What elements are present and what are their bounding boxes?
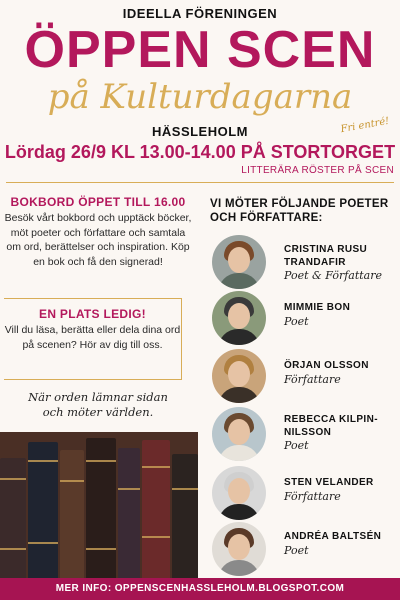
free-entry-note: Fri entré! (339, 115, 391, 136)
lineup-person (212, 235, 400, 291)
avatar (212, 522, 266, 576)
book-spine (28, 442, 58, 578)
lineup-heading: VI MÖTER FÖLJANDE POETER OCH FÖRFATTARE: (210, 198, 389, 224)
quote-line-1: När orden lämnar sidan (28, 390, 168, 404)
person-name: MIMMIE BON (284, 302, 351, 313)
person-name: CRISTINA RUSU TRANDAFIR (284, 244, 368, 268)
event-subtitle-script: på Kulturdagarna (47, 77, 353, 117)
lineup-person (212, 466, 400, 522)
book-spine (60, 450, 84, 578)
quote (0, 390, 196, 420)
quote-line-2: och möter världen. (42, 405, 154, 419)
bokbord-text: Besök vårt bokbord och upptäck böcker, möt poeter och författare och samtala om ord, berättelser och inspiration. Köp en bok och få den signerad! (4, 212, 192, 268)
lineup-person (212, 291, 400, 347)
lineup-person (212, 407, 400, 463)
organization-label: IDEELLA FÖRENINGEN (122, 6, 278, 21)
person-name: STEN VELANDER (284, 477, 374, 488)
avatar (212, 235, 266, 289)
town-label: HÄSSLEHOLM (152, 124, 248, 139)
lineup-person (212, 522, 400, 578)
avatar (212, 466, 266, 520)
person-name: ANDRÉA BALTSÉN (284, 531, 382, 542)
person-role: Poet (284, 439, 309, 452)
lineup-person (212, 349, 400, 405)
books-photo (0, 432, 198, 578)
open-slot-text: Vill du läsa, berätta eller dela dina ord på scenen? Hör av dig till oss. (4, 324, 181, 351)
avatar (212, 291, 266, 345)
open-slot-heading: EN PLATS LEDIG! (39, 307, 146, 321)
person-role: Författare (284, 490, 341, 503)
book-spine (118, 448, 140, 578)
bokbord-heading: BOKBORD ÖPPET TILL 16.00 (10, 195, 186, 209)
event-dateline: Lördag 26/9 KL 13.00-14.00 PÅ STORTORGET (4, 142, 396, 162)
book-spine (0, 458, 26, 578)
avatar (212, 349, 266, 403)
avatar (212, 407, 266, 461)
person-role: Poet & Författare (284, 269, 383, 282)
person-role: Poet (284, 544, 309, 557)
person-name: REBECCA KILPIN-NILSSON (284, 414, 378, 438)
event-title: ÖPPEN SCEN (24, 21, 376, 79)
book-spine (86, 438, 116, 578)
event-subline: LITTERÄRA RÖSTER PÅ SCEN (241, 165, 394, 176)
person-role: Poet (284, 315, 309, 328)
divider-rule (6, 182, 394, 183)
footer-info-link[interactable]: MER INFO: OPPENSCENHASSLEHOLM.BLOGSPOT.COM (0, 578, 400, 600)
open-slot-box (4, 298, 182, 380)
book-spine (172, 454, 198, 578)
person-name: ÖRJAN OLSSON (284, 360, 369, 371)
person-role: Författare (284, 373, 341, 386)
book-spine (142, 440, 170, 578)
